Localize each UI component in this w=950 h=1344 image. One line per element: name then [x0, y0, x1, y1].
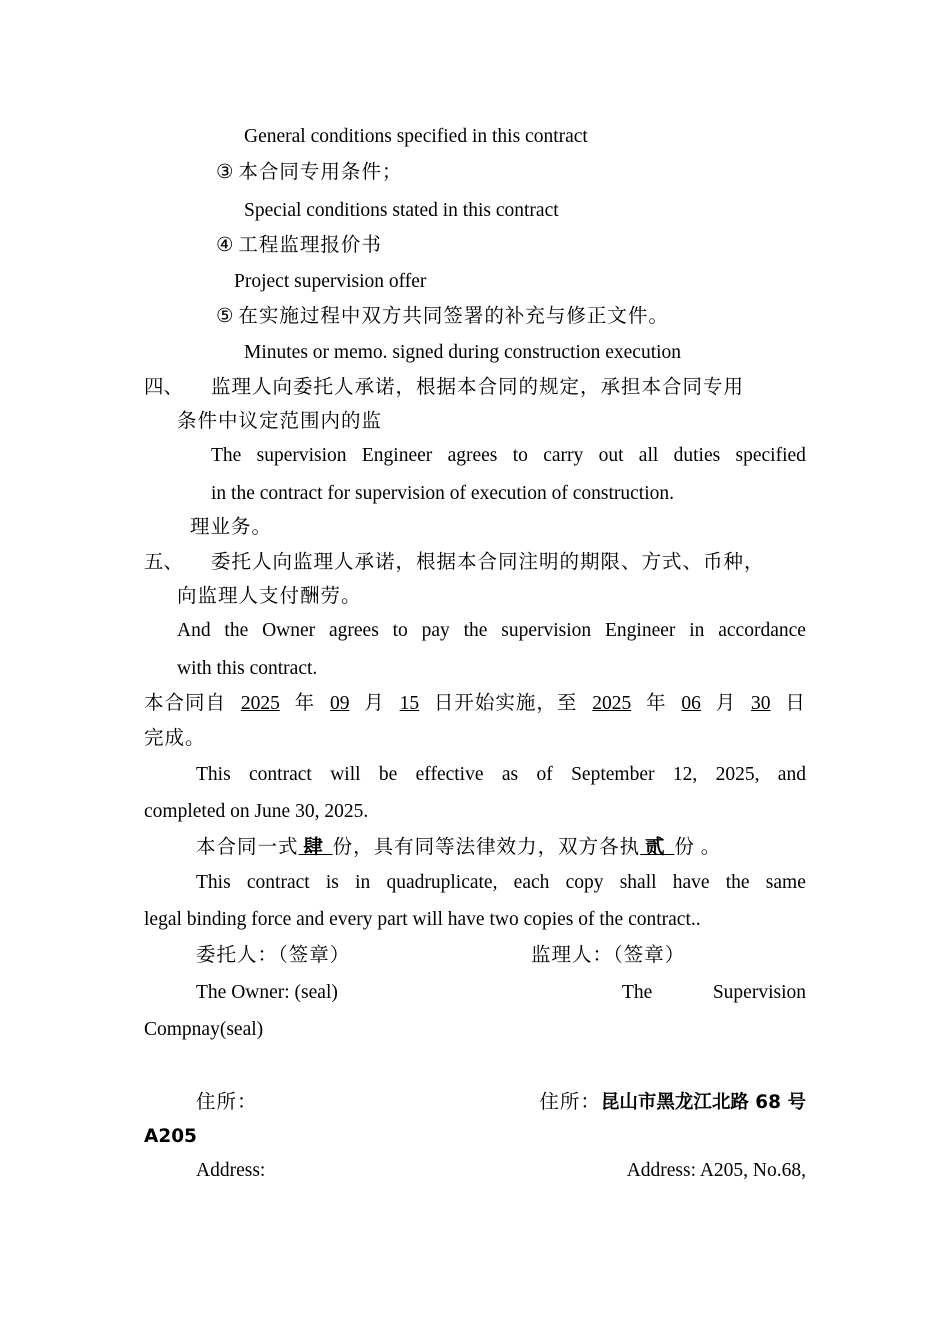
supervisor-seal-en-b: Supervision — [712, 982, 806, 1003]
item-number: ③ — [216, 162, 234, 183]
item-number: ④ — [216, 235, 234, 256]
owner-seal-en: The Owner: (seal) — [196, 982, 338, 1003]
section-4-cn-line1: 监理人向委托人承诺，根据本合同的规定，承担本合同专用 — [211, 377, 745, 398]
supervisor-address-value: 昆山市黑龙江北路 68 号 — [600, 1092, 806, 1113]
section-4-en-line1: The supervision Engineer agrees to carry out all duties specified — [211, 445, 806, 466]
supervisor-seal-en-c: Compnay(seal) — [144, 1019, 264, 1040]
supervisor-seal-en-a: The — [622, 982, 653, 1003]
offer-cn — [216, 234, 382, 258]
copies-cn-line: 本合同一式 肆 份，具有同等法律效力，双方各执 贰 份 。 — [196, 837, 722, 858]
end-day: 30 — [751, 693, 771, 714]
term-en-line2: completed on June 30, 2025. — [144, 801, 369, 822]
supervisor-address-en: Address: A205, No.68, — [626, 1160, 806, 1181]
item-number: ⑤ — [216, 306, 234, 327]
supplement-cn — [216, 305, 669, 329]
section-4-cn-line2: 条件中议定范围内的监 — [177, 411, 383, 432]
copies-total: 肆 — [303, 837, 323, 858]
start-month: 09 — [329, 693, 350, 714]
owner-address-en: Address: — [196, 1160, 266, 1181]
copies-en-line2: legal binding force and every part will have two copies of the contract.. — [144, 909, 701, 930]
section-4-cn-tail: 理业务。 — [190, 517, 273, 538]
start-day: 15 — [399, 693, 420, 714]
section-4-number: 四、 — [144, 377, 184, 398]
supplement-en: Minutes or memo. signed during construction execution — [244, 342, 682, 363]
term-cn-line1: 本合同自 2025 年 09 月 15 日开始实施，至 2025 年 06 月 30 日 — [144, 693, 806, 714]
end-month: 06 — [681, 693, 701, 714]
end-year: 2025 — [592, 693, 632, 714]
section-5-cn-line2: 向监理人支付酬劳。 — [177, 586, 362, 607]
general-conditions-en: General conditions specified in this contract — [244, 126, 588, 147]
special-conditions-en: Special conditions stated in this contract — [244, 200, 559, 221]
item-text: 工程监理报价书 — [238, 235, 382, 256]
term-cn-line2: 完成。 — [144, 728, 206, 749]
owner-seal-cn: 委托人：（签章） — [196, 945, 351, 966]
start-year: 2025 — [240, 693, 280, 714]
copies-each: 贰 — [645, 837, 665, 858]
term-en-line1: This contract will be effective as of September 12, 2025, and — [196, 764, 806, 785]
section-5-number: 五、 — [144, 552, 184, 573]
item-text: 本合同专用条件； — [238, 162, 403, 183]
supervisor-seal-cn: 监理人：（签章） — [531, 945, 686, 966]
copies-en-line1: This contract is in quadruplicate, each copy shall have the same — [196, 872, 806, 893]
supervisor-address-cn: 住所：昆山市黑龙江北路 68 号 — [539, 1092, 806, 1113]
offer-en: Project supervision offer — [234, 271, 427, 292]
item-text: 在实施过程中双方共同签署的补充与修正文件。 — [238, 306, 669, 327]
section-4-en-line2: in the contract for supervision of execution of construction. — [211, 483, 674, 504]
section-5-en-line2: with this contract. — [177, 658, 318, 679]
supervisor-address-cont: A205 — [144, 1126, 197, 1147]
owner-address-label: 住所： — [196, 1092, 258, 1113]
section-5-cn-line1: 委托人向监理人承诺，根据本合同注明的期限、方式、币种， — [211, 552, 765, 573]
section-5-en-line1: And the Owner agrees to pay the supervision Engineer in accordance — [177, 620, 806, 641]
special-conditions-cn — [216, 161, 402, 185]
